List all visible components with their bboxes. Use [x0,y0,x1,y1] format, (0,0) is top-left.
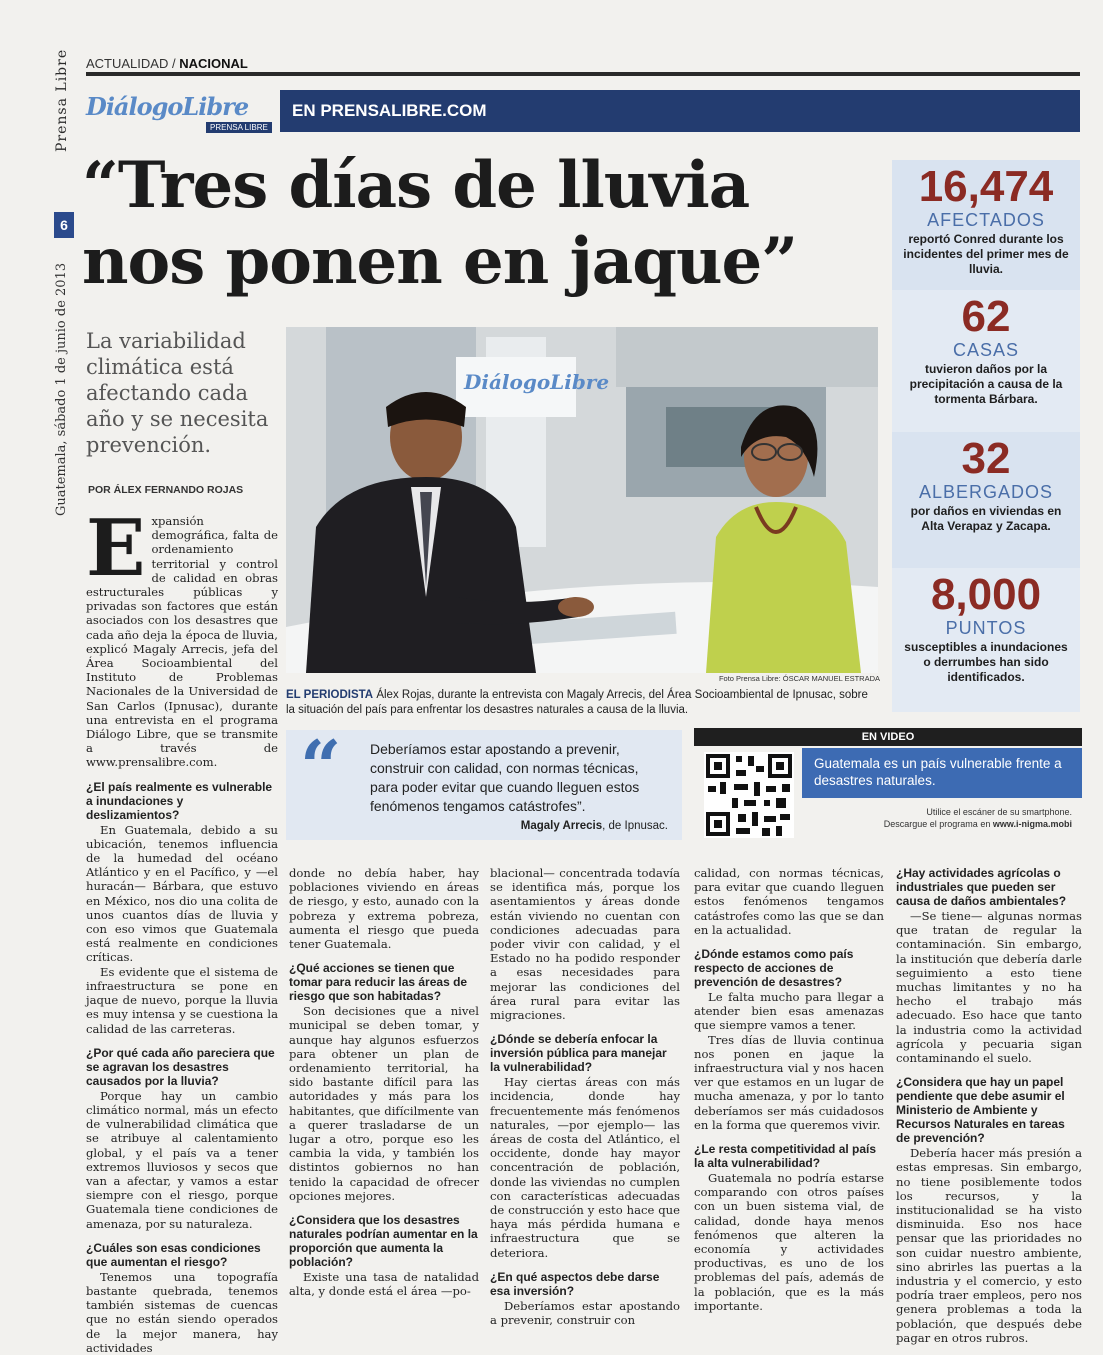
dialogo-libre-logo [86,92,276,134]
question-heading: ¿Qué acciones se tienen que tomar para reducir las áreas de riesgo que son habitadas? [289,961,468,1004]
interview-photo [286,327,878,673]
article-column-4 [694,866,884,1313]
question-heading: ¿En qué aspectos debe darse esa inversión? [490,1269,660,1298]
edition-date: Guatemala, sábado 1 de junio de 2013 [54,262,69,516]
nigma-link[interactable]: www.i-nigma.mobi [992,819,1072,829]
answer-paragraph: Le falta mucho para llegar a atender bien esas amenazas que siempre vamos a tener. [694,990,884,1033]
stat-unit: ALBERGADOS [918,482,1054,502]
photo-caption [286,688,880,718]
caption-text: Álex Rojas, durante la entrevista con Magaly Arrecis, del Área Socioambiental de Ipnusac, sobre la situación del país para enfrentar los desastres naturales a causa de la lluvia. [286,689,868,716]
stat-number: 8,000 [930,570,1042,619]
interview-photo-illustration [286,327,878,673]
dialogo-libre-logo-sub: PRENSA LIBRE [206,122,272,133]
answer-paragraph: calidad, con normas técnicas, para evitar que cuando lleguen estos fenómenos tengamos catástrofes como las que se dan en la actualidad. [694,866,884,937]
stat-points [892,568,1080,712]
article-column-2 [289,866,479,1298]
section-bar: ACTUALIDAD / NACIONAL [86,44,1080,76]
byline: POR ÁLEX FERNANDO ROJAS [88,484,244,496]
stat-unit: CASAS [952,340,1020,360]
paper-name: Prensa Libre [54,48,70,152]
subheadline: La variabilidad climática está afectando cada año y se necesita prevención. [86,329,269,457]
question-heading: ¿Hay actividades agrícolas o industriales que pueden ser causa de daños ambientales? [896,866,1067,908]
video-box [694,728,1082,840]
quote-affiliation: , de Ipnusac. [602,820,668,832]
question-heading: ¿Considera que hay un papel pendiente que debe asumir el Ministerio de Ambiente y Recursos Naturales en tareas de prevención? [896,1075,1065,1146]
question-heading: ¿Dónde estamos como país respecto de acciones de prevención de desastres? [694,947,854,990]
answer-paragraph: blacional— concentrada todavía se identifica más, porque los asentamientos y áreas donde están viviendo no cuentan con condiciones adecuadas para poder vivir con calidad, y el Estado no ha podido responder a esas necesidades para mejorar las condiciones del área rural para evitar las migraciones. [490,866,680,1023]
answer-paragraph: Tres días de lluvia continua nos ponen en jaque la infraestructura vial y nos hacen ver que estamos en un lugar de mucha amenaza, y por lo tanto deberíamos ser más cuidadosos en la forma que queremos vivir. [694,1032,884,1132]
answer-paragraph: Porque hay un cambio climático normal, más un efecto de vulnerabilidad climática que se atribuye al calentamiento global, y el país va a tener extremos lluviosos y secos que van a afectar, y vamos a estar siempre con el riesgo, porque Guatemala tiene condiciones de amenaza, por su naturaleza. [86,1088,278,1231]
article-column-3 [490,866,680,1327]
scan-instruction-1: Utilice el escáner de su smartphone. [926,807,1072,817]
lead-paragraph: Expansión demográfica, falta de ordenamiento territorial y control de calidad en obras estructurales públicas y privadas son factores que están asociados con los desastres que cada año deja la época de lluvia, explicó Magaly Arrecis, jefa del Área Socioambiental del Instituto de Problemas Nacionales de la Universidad de San Carlos (Ipnusac), durante una entrevista en el programa Diálogo Libre, que se transmite a través de www.prensalibre.com. [86,503,278,770]
answer-paragraph: Existe una tasa de natalidad alta, y donde está el área —po- [289,1270,479,1299]
stat-sheltered [892,432,1080,568]
website-bar: EN PRENSALIBRE.COM [280,90,1080,132]
page-margin-strip [52,40,78,516]
question-heading: ¿El país realmente es vulnerable a inundaciones y deslizamientos? [86,779,273,822]
stat-description: tuvieron daños por la precipitación a causa de la tormenta Bárbara. [909,362,1063,406]
stat-affected [892,160,1080,290]
quote-mark-icon: “ [300,724,342,809]
stat-unit: PUNTOS [945,618,1027,638]
stat-unit: AFECTADOS [927,210,1045,230]
answer-paragraph: Guatemala no podría estarse comparando con otros países con un buen sistema vial, de calidad, donde haya menos fenómenos que alteren la economía y actividades productivas, es uno de los problemas del país, además de la población, que es la más importante. [694,1171,884,1313]
studio-logo: DiálogoLibre [464,370,610,394]
answer-paragraph: En Guatemala, debido a su ubicación, tenemos influencia de la humedad del océano Atlántico y en el Pacífico, y —el huracán— Bárbara, que estuvo en México, nos dio una colita de unos cuantos días de lluvia y con eso vimos que Guatemala está realmente en condiciones críticas. [86,822,278,965]
article-column-5 [896,866,1082,1345]
pull-quote [286,724,682,840]
section-subcategory: NACIONAL [179,56,248,71]
drop-cap: E [86,503,146,594]
question-heading: ¿Cuáles son esas condiciones que aumentan el riesgo? [86,1240,261,1269]
scan-instructions [802,806,1072,830]
question-heading: ¿Dónde se debería enfocar la inversión pública para manejar la vulnerabilidad? [490,1032,667,1075]
question-heading: ¿Le resta competitividad al país la alta vulnerabilidad? [694,1142,877,1171]
answer-paragraph: Son decisiones que a nivel municipal se deben tomar, y aunque hay algunos esfuerzos para obtener un plan de ordenamiento territorial, ha sido bastante difícil para las autoridades y más para los habitantes, que difícilmente van a querer trasladarse de un lugar a otro, porque eso les cambia la vida, y también los distintos gobiernos no han tenido la capacidad de ofrecer opciones mejores. [289,1004,479,1203]
question-heading: ¿Por qué cada año pareciera que se agravan los desastres causados por la lluvia? [86,1045,275,1088]
quote-text: Deberíamos estar apostando a prevenir, construir con calidad, con normas técnicas, para poder evitar que cuando lleguen estos fenómenos tengamos catástrofes”. [370,741,640,814]
headline: “Tres días de lluvia nos ponen en jaque” [82,148,797,299]
dialogo-libre-logo-text: DiálogoLibre [86,92,249,121]
answer-paragraph: —Se tiene— algunas normas que tratan de regular la contaminación. Sin embargo, la institución que debería darle seguimiento a esto tiene muchas limitantes y no ha hecho el trabajo más adecuado. Eso hace que tanto la industria como la actividad agrícola y pecuaria sigan contaminando el suelo. [896,909,1082,1066]
answer-paragraph: Debería hacer más presión a estas empresas. Sin embargo, no tiene posiblemente todos los recursos, y la institucionalidad se ha visto disminuida. Eso nos hace pensar que las prioridades no son cuidar nuestro ambiente, sino abrirles las puertas a la industria y el comercio, y esto podría traer empleos, pero nos genera problemas a toda la población, que después debe pagar en otros rubros. [896,1146,1082,1345]
photo-credit: Foto Prensa Libre: ÓSCAR MANUEL ESTRADA [718,674,880,683]
answer-paragraph: Hay ciertas áreas con más incidencia, donde hay frecuentemente más fenómenos naturales, —por ejemplo— las áreas de costa del Atlántico, el occidente, donde hay mayor concentración de población, donde las viviendas no cumplen con características adecuadas de construcción y esto hace que haya más pérdida humana e infraestructura que se deteriora. [490,1075,680,1260]
qr-code-icon[interactable] [704,752,794,838]
stat-description: por daños en viviendas en Alta Verapaz y Zacapa. [910,504,1062,533]
answer-paragraph: Tenemos una topografía bastante quebrada, tenemos también sistemas de cuencas que no están siendo operados de la mejor manera, hay actividades [86,1269,278,1355]
stat-number: 32 [961,434,1011,483]
stat-number: 16,474 [918,162,1054,211]
answer-paragraph: donde no debía haber, hay poblaciones viviendo en áreas de riesgo, y esto, aunado con la pobreza y extrema pobreza, aumenta el riesgo que pueda tener Guatemala. [289,866,479,952]
stat-houses [892,290,1080,432]
stats-sidebar [892,160,1080,712]
section-category: ACTUALIDAD [86,56,169,71]
answer-paragraph: Es evidente que el sistema de infraestructura se pone en jaque de nuevo, porque la lluvia es muy intensa y se cuestiona la calidad de las carreteras. [86,964,278,1036]
article-column-1 [86,503,278,1355]
stat-number: 62 [961,292,1011,341]
video-header: EN VIDEO [694,728,1082,746]
stat-description: susceptibles a inundaciones o derrumbes han sido identificados. [904,640,1068,684]
question-heading: ¿Considera que los desastres naturales podrían aumentar en la proporción que aumenta la población? [289,1213,478,1270]
scan-instruction-2: Descargue el programa en www.i-nigma.mobi [883,819,1072,829]
quote-attribution [521,820,668,832]
stat-description: reportó Conred durante los incidentes del primer mes de lluvia. [903,232,1069,276]
page-number: 6 [54,212,74,238]
quote-author: Magaly Arrecis [520,820,603,832]
answer-paragraph: Deberíamos estar apostando a prevenir, construir con [490,1298,680,1328]
caption-lead: EL PERIODISTA [286,689,374,701]
video-title[interactable]: Guatemala es un país vulnerable frente a desastres naturales. [802,748,1082,798]
